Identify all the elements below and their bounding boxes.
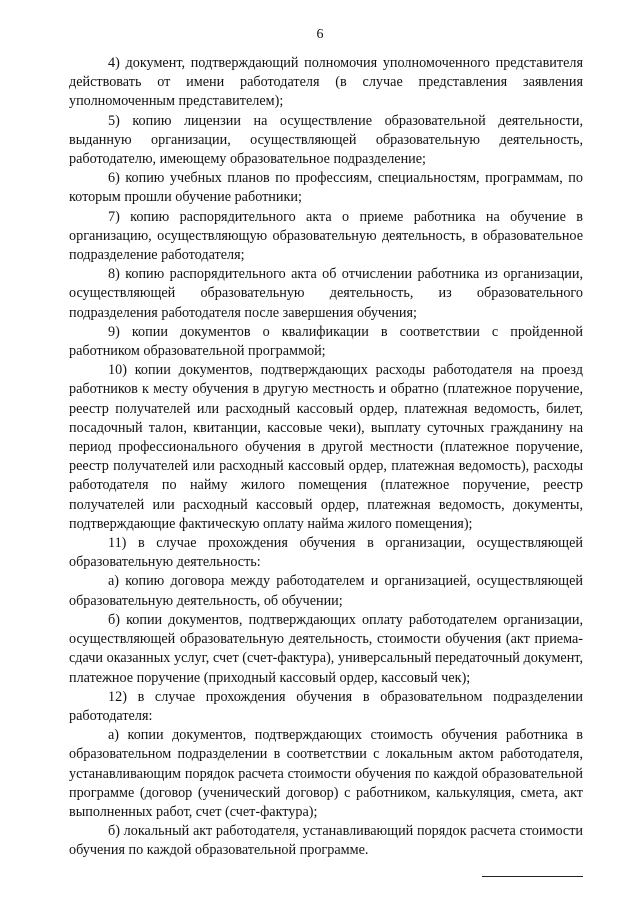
- paragraph-item-8: 8) копию распорядительного акта об отчислении работника из организации, осуществляющей образовательную деятельность, из образовательного подразделения работодателя после завершения обучения;: [69, 266, 583, 321]
- paragraph-item-12a: а) копии документов, подтверждающих стоимость обучения работника в образовательном подразделении в соответствии с локальным актом работодателя, устанавливающим порядок расчета стоимости обучения по каждой образовательной программе (договор (ученический договор) с работником, калькуляция, смета, акт выполненных работ, счет (счет-фактура);: [69, 727, 583, 820]
- document-body: [69, 54, 583, 861]
- page-number: 6: [316, 27, 324, 42]
- paragraph-item-11a: а) копию договора между работодателем и организацией, осуществляющей образовательную деятельность, об обучении;: [69, 573, 583, 609]
- bottom-divider: [482, 876, 583, 877]
- paragraph-item-11: 11) в случае прохождения обучения в организации, осуществляющей образовательную деятельность:: [69, 535, 583, 571]
- paragraph-item-12b: б) локальный акт работодателя, устанавливающий порядок расчета стоимости обучения по каждой образовательной программе.: [69, 823, 583, 859]
- paragraph-item-9: 9) копии документов о квалификации в соответствии с пройденной работником образовательной программой;: [69, 323, 583, 360]
- paragraph-item-4: 4) документ, подтверждающий полномочия уполномоченного представителя действовать от имени работодателя (в случае представления заявления уполномоченным представителем);: [69, 55, 583, 110]
- paragraph-item-12: 12) в случае прохождения обучения в образовательном подразделении работодателя:: [69, 688, 583, 724]
- paragraph-item-11b: б) копии документов, подтверждающих оплату работодателем организации, осуществляющей образовательную деятельность, стоимости обучения (акт приема-сдачи оказанных услуг, счет (счет-фактура), универсальный передаточный документ, платежное поручение (приходный кассовый ордер, кассовый чек);: [69, 611, 583, 686]
- paragraph-item-7: 7) копию распорядительного акта о приеме работника на обучение в организацию, осуществляющую образовательную деятельность, в образовательное подразделение работодателя;: [69, 208, 583, 264]
- paragraph-item-6: 6) копию учебных планов по профессиям, специальностям, программам, по которым прошли обучение работники;: [69, 170, 583, 206]
- paragraph-item-5: 5) копию лицензии на осуществление образовательной деятельности, выданную организации, осуществляющей образовательную деятельность, работодателю, имеющему образовательное подразделение;: [69, 112, 583, 168]
- paragraph-item-10: 10) копии документов, подтверждающих расходы работодателя на проезд работников к месту обучения в другую местность и обратно (платежное поручение, реестр получателей или расходный кассовый ордер, платежная ведомость, билет, посадочный талон, квитанции, кассовые чеки), выплату суточных гражданину на период профессионального обучения в другой местности (платежное поручение, реестр получателей или расходный кассовый ордер, платежная ведомость), расходы работодателя по найму жилого помещения (платежное поручение, реестр получателей или расходный кассовый ордер, платежная ведомость, документы, подтверждающие фактическую оплату найма жилого помещения);: [69, 362, 583, 532]
